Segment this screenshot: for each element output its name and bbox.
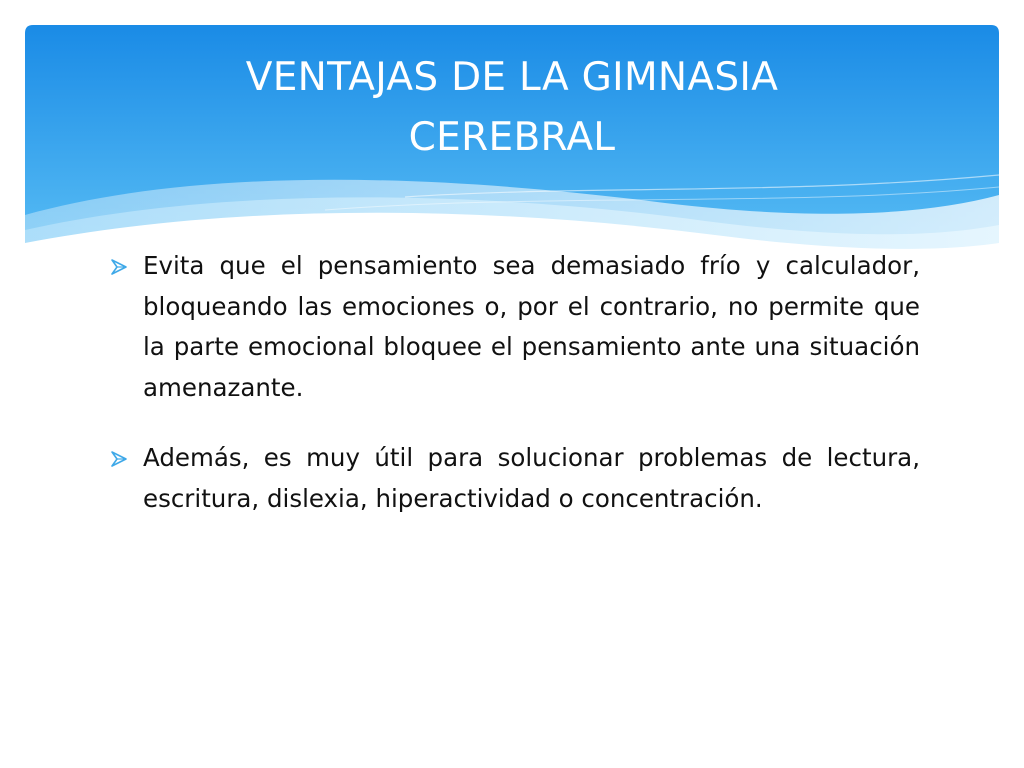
bullet-list (108, 246, 920, 549)
bullet-item (108, 246, 920, 408)
bullet-text: Evita que el pensamiento sea demasiado frío y calculador, bloqueando las emociones o, por el contrario, no permite que la parte emocional bloquee el pensamiento ante una situación amenazante. (143, 251, 920, 402)
bullet-item (108, 438, 920, 519)
title-line-2: CEREBRAL (408, 115, 616, 160)
arrow-bullet-icon (110, 258, 132, 276)
title-line-1: VENTAJAS DE LA GIMNASIA (245, 55, 779, 100)
bullet-text: Además, es muy útil para solucionar problemas de lectura, escritura, dislexia, hiperactividad o concentración. (143, 443, 920, 513)
arrow-bullet-icon (110, 450, 132, 468)
slide-title (25, 48, 999, 168)
